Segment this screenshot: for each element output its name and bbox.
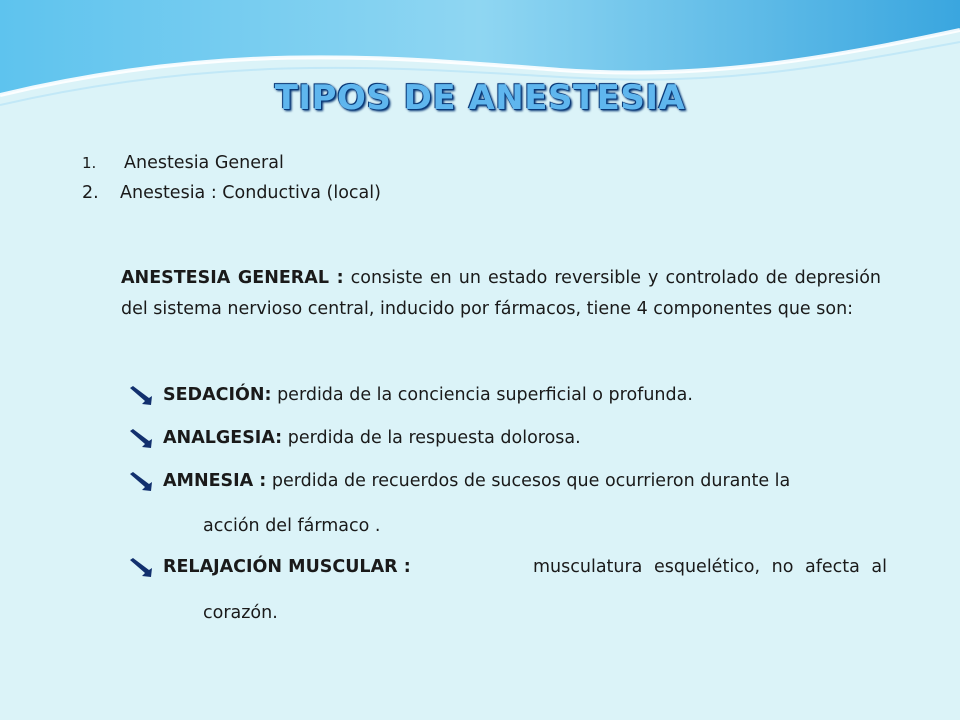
list-number: 2. (82, 183, 99, 203)
list-item (82, 148, 381, 178)
list-label: Anestesia : Conductiva (local) (120, 183, 381, 203)
types-list (82, 148, 381, 208)
diagonal-arrow-bullet-icon (127, 557, 163, 579)
component-term: AMNESIA : (163, 471, 267, 491)
component-term: SEDACIÓN: (163, 385, 272, 405)
component-text: perdida de la respuesta dolorosa. (282, 428, 581, 448)
definition-term: ANESTESIA GENERAL : (121, 268, 344, 288)
component-continuation: acción del fármaco . (203, 516, 381, 536)
component-text: musculatura esquelético, no afecta al (532, 557, 887, 577)
definition-paragraph (121, 263, 881, 325)
diagonal-arrow-bullet-icon (127, 385, 163, 407)
component-item (127, 557, 887, 579)
diagonal-arrow-bullet-icon (127, 471, 163, 493)
component-term: RELAJACIÓN MUSCULAR : (163, 557, 411, 577)
list-number: 1. (82, 154, 97, 172)
definition-text: consiste en un estado reversible y controlado de depresión del sistema nervioso central, inducido por fármacos, tiene 4 componentes que son: (121, 268, 881, 319)
component-item (127, 471, 887, 493)
diagonal-arrow-bullet-icon (127, 428, 163, 450)
component-item (127, 385, 887, 407)
component-text: perdida de recuerdos de sucesos que ocurrieron durante la (266, 471, 791, 491)
component-continuation: corazón. (203, 603, 278, 623)
list-item (82, 178, 381, 208)
list-label: Anestesia General (124, 153, 284, 173)
page-title: TIPOS DE ANESTESIA (274, 78, 686, 118)
component-item (127, 428, 887, 450)
component-text: perdida de la conciencia superficial o profunda. (271, 385, 693, 405)
component-term: ANALGESIA: (163, 428, 283, 448)
